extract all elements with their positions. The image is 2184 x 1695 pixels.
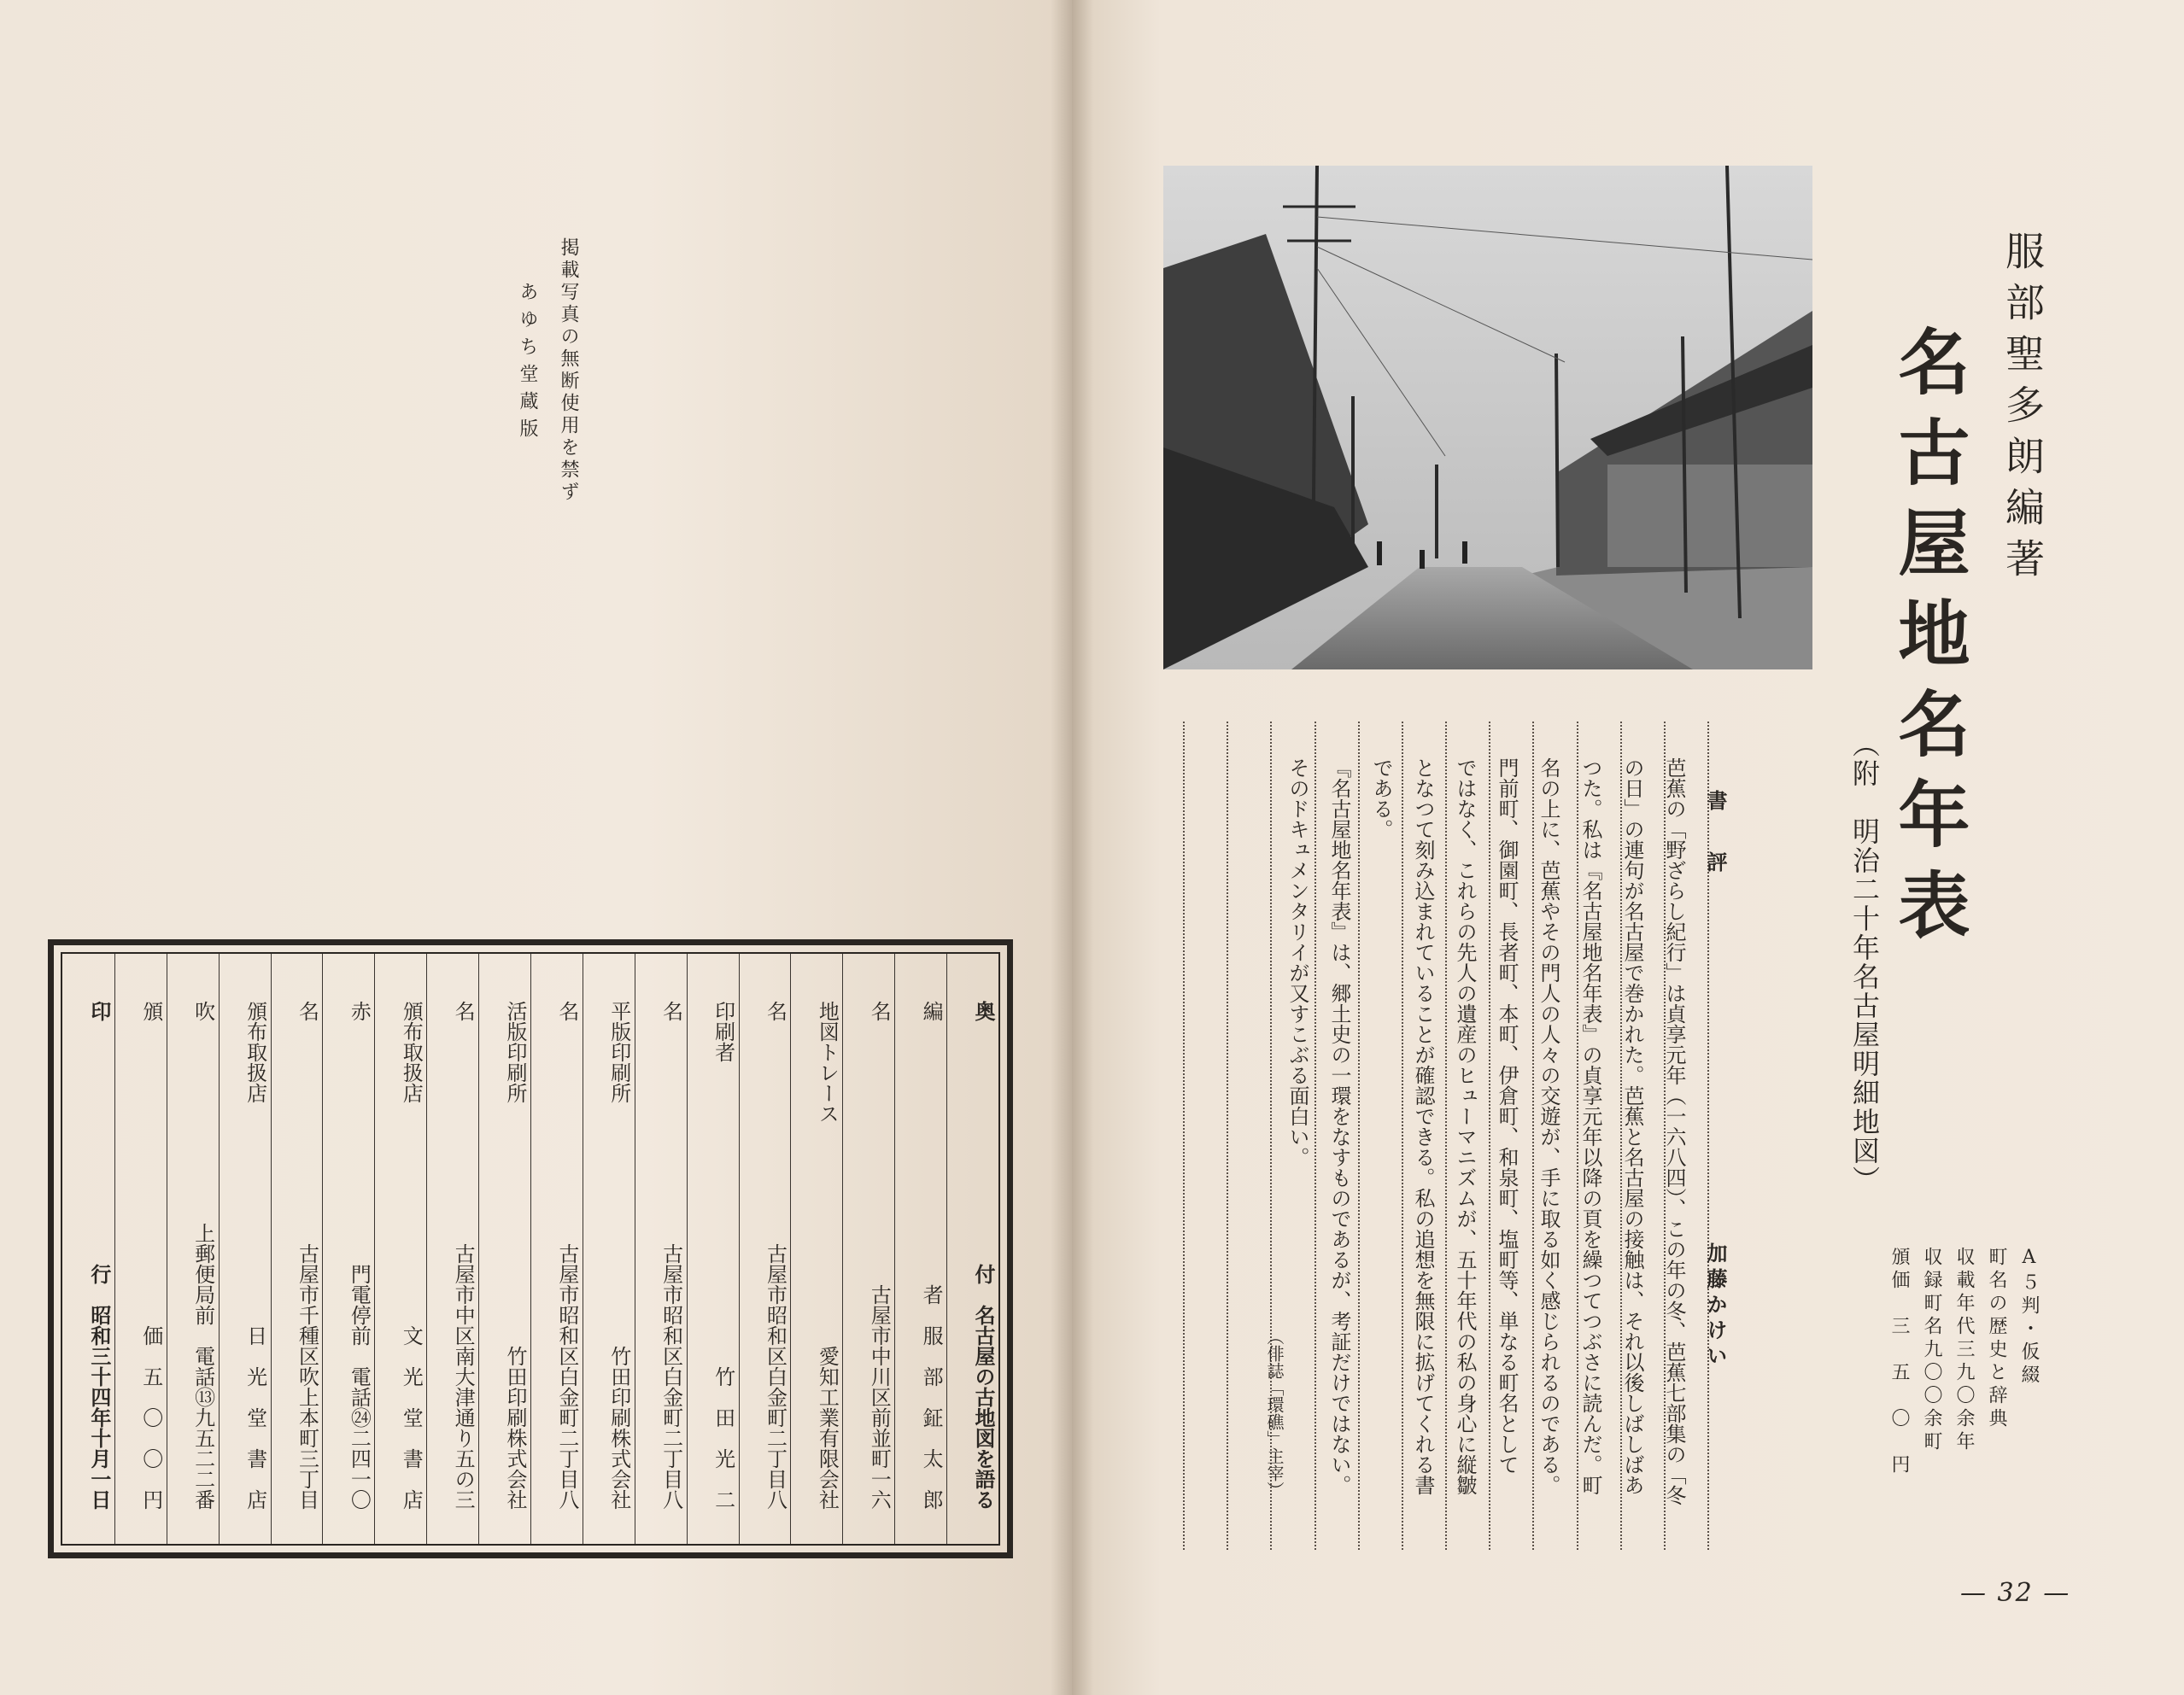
colophon-row	[478, 954, 530, 1544]
colophon-row-value: 者 服 部 鉦 太 郎	[919, 1284, 944, 1510]
colophon-row-text	[167, 1001, 219, 1510]
colophon-row	[687, 954, 739, 1544]
colophon-row	[271, 954, 323, 1544]
colophon-row-text	[688, 1001, 739, 1510]
colophon-row	[322, 954, 374, 1544]
book-review	[1183, 722, 1742, 1550]
colophon-row	[114, 954, 167, 1544]
colophon-row	[946, 954, 998, 1544]
colophon-row-value: 付 名古屋の古地図を語る	[971, 1264, 996, 1510]
colophon-row-text	[531, 1001, 583, 1510]
review-attribution: （俳誌「環礁」主宰）	[1264, 1328, 1285, 1499]
review-divider	[1532, 722, 1534, 1550]
colophon-row-text	[843, 1001, 894, 1510]
colophon-row	[374, 954, 426, 1544]
colophon-row-label: 編	[919, 1001, 944, 1021]
colophon-row-value: 古屋市昭和区白金町二丁目八	[763, 1243, 788, 1510]
colophon-row-label: 名	[867, 1001, 892, 1021]
review-text-column: 芭蕉の「野ざらし紀行」は貞享元年（一六八四）、この年の冬、芭蕉七部集の「冬	[1662, 757, 1686, 1505]
colophon-row	[530, 954, 583, 1544]
colophon-row	[842, 954, 894, 1544]
colophon-row-label: 名	[451, 1001, 476, 1021]
colophon-row-value: 古屋市中川区前並町一六	[867, 1284, 892, 1510]
colophon-row-text	[115, 1001, 167, 1510]
colophon-row-label: 平版印刷所	[606, 1001, 631, 1103]
colophon-row-label: 奥	[971, 1001, 996, 1021]
review-text-column: となつて刻み込まれていることが確認できる。私の追想を無限に拡げてくれる書	[1411, 757, 1435, 1495]
colophon-inner	[61, 952, 1000, 1546]
colophon-row-value: 竹 田 光 二	[711, 1366, 735, 1510]
colophon-row-value: 門電停前 電話㉔二四一〇	[347, 1264, 372, 1510]
book-spec-line: 収載年代三九〇余年	[1953, 1247, 1975, 1454]
review-divider	[1314, 722, 1316, 1550]
colophon-row-text	[740, 1001, 791, 1510]
colophon-row-label: 赤	[347, 1001, 372, 1021]
colophon-row-label: 吹	[190, 1001, 215, 1021]
colophon-row	[167, 954, 219, 1544]
colophon-row-text	[479, 1001, 530, 1510]
colophon-row-text	[583, 1001, 635, 1510]
book-author: 服部聖多朗編著	[2000, 231, 2046, 589]
review-text-column: 『名古屋地名年表』は、郷土史の一環をなすものであるが、考証だけではない。	[1327, 757, 1351, 1495]
colophon-row-value: 竹田印刷株式会社	[606, 1346, 631, 1510]
colophon-row-label: 名	[763, 1001, 788, 1021]
colophon-row-value: 愛知工業有限会社	[815, 1346, 840, 1510]
review-text-column: の日」の連句が名古屋で巻かれた。芭蕉と名古屋の接触は、それ以後しばしばあ	[1620, 757, 1644, 1495]
review-text-column: ではなく、これらの先人の遺産のヒューマニズムが、五十年代の私の身心に縦皺	[1453, 757, 1477, 1495]
colophon-row-value: 行 昭和三十四年十月一日	[86, 1264, 112, 1510]
book-spec-line: A５判・仮綴	[2018, 1247, 2040, 1388]
colophon-row	[426, 954, 478, 1544]
book-title: 名古屋地名年表	[1887, 324, 1971, 958]
book-spec-line: 収録町名九〇〇余町	[1921, 1247, 1942, 1454]
review-divider	[1445, 722, 1447, 1550]
review-divider	[1183, 722, 1185, 1550]
notice-line-2: あゆち堂蔵版	[517, 282, 538, 446]
colophon-row-label: 名	[554, 1001, 579, 1021]
colophon-row-text	[427, 1001, 478, 1510]
review-text-column: そのドキュメンタリイが又すこぶる面白い。	[1285, 757, 1309, 1167]
street-photo-image	[1163, 166, 1812, 669]
book-gutter	[1051, 0, 1093, 1695]
colophon-row-value: 古屋市昭和区白金町二丁目八	[659, 1243, 683, 1510]
page-number: — 32 —	[1960, 1578, 2071, 1608]
book-spec-line: 町名の歴史と辞典	[1986, 1247, 2007, 1431]
review-reviewer: 加藤かけい	[1703, 1242, 1728, 1371]
colophon-row-label: 印刷者	[711, 1001, 735, 1062]
colophon-row-label: 印	[86, 1001, 112, 1021]
colophon-row	[739, 954, 791, 1544]
colophon-row-label: 頒布取扱店	[399, 1001, 424, 1103]
colophon-row-value: 古屋市千種区吹上本町三丁目	[295, 1243, 319, 1510]
colophon-box	[48, 939, 1013, 1558]
review-text-column: である。	[1369, 757, 1393, 839]
colophon-row-value: 上郵便局前 電話⑬九五二二番	[190, 1223, 215, 1510]
colophon-row-label: 名	[295, 1001, 319, 1021]
colophon-row-text	[375, 1001, 426, 1510]
colophon-row-text	[895, 1001, 946, 1510]
colophon-row-text	[635, 1001, 687, 1510]
colophon-row	[635, 954, 687, 1544]
street-photo	[1163, 166, 1812, 669]
colophon-row-text	[62, 1001, 114, 1510]
colophon-row	[62, 954, 114, 1544]
review-divider	[1402, 722, 1403, 1550]
colophon-row-label: 活版印刷所	[503, 1001, 527, 1103]
colophon-row	[790, 954, 842, 1544]
colophon-row-label: 名	[659, 1001, 683, 1021]
colophon-row-text	[272, 1001, 323, 1510]
colophon-row	[219, 954, 271, 1544]
review-text-column: つた。私は『名古屋地名年表』の貞享元年以降の頁を繰つてつぶさに読んだ。町	[1578, 757, 1602, 1495]
book-subtitle: （附 明治二十年名古屋明細地図）	[1848, 730, 1881, 1195]
colophon-row	[583, 954, 635, 1544]
colophon-row-value: 古屋市中区南大津通り五の三	[451, 1243, 476, 1510]
colophon-row-value: 竹田印刷株式会社	[503, 1346, 527, 1510]
colophon-row-value: 日 光 堂 書 店	[243, 1325, 267, 1510]
colophon-row-label: 頒布取扱店	[243, 1001, 267, 1103]
colophon-row-value: 価 五 〇 〇 円	[138, 1325, 163, 1510]
notice-line-1: 掲載写真の無断使用を禁ず	[558, 237, 579, 504]
review-text-column: 名の上に、芭蕉やその門人の人々の交遊が、手に取る如く感じられるのである。	[1537, 757, 1560, 1495]
colophon-row-value: 古屋市昭和区白金町二丁目八	[554, 1243, 579, 1510]
colophon-row-value: 文 光 堂 書 店	[399, 1325, 424, 1510]
colophon-row-text	[323, 1001, 374, 1510]
colophon-row-text	[947, 1001, 998, 1510]
colophon-row-label: 頒	[138, 1001, 163, 1021]
review-text-column: 門前町、御園町、長者町、本町、伊倉町、和泉町、塩町等、単なる町名として	[1495, 757, 1519, 1475]
review-divider	[1358, 722, 1360, 1550]
colophon-row-text	[220, 1001, 271, 1510]
book-spec-line: 頒価 三 五 〇 円	[1888, 1247, 1910, 1477]
colophon-row	[894, 954, 946, 1544]
review-divider	[1489, 722, 1490, 1550]
review-divider	[1227, 722, 1228, 1550]
colophon-row-text	[791, 1001, 842, 1510]
review-heading: 書 評	[1703, 790, 1728, 872]
colophon-row-label: 地図トレース	[815, 1001, 840, 1124]
